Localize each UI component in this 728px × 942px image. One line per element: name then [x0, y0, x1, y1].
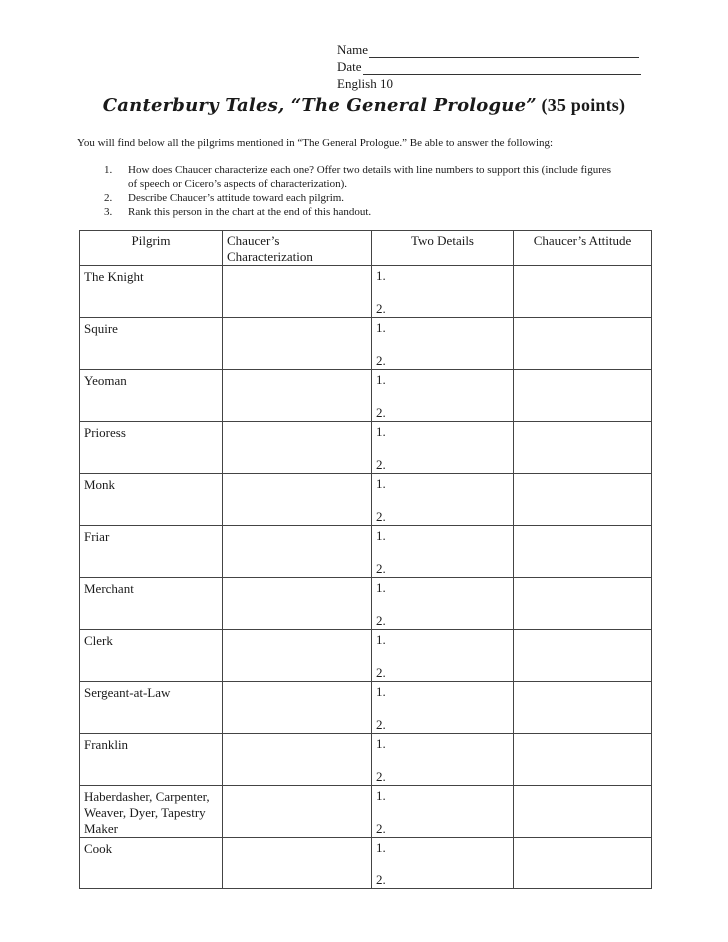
characterization-cell[interactable] [223, 422, 372, 474]
characterization-cell[interactable] [223, 838, 372, 889]
pilgrim-name-cell: Haberdasher, Carpenter, Weaver, Dyer, Tapestry Maker [80, 786, 223, 838]
detail-2-label: 2. [376, 821, 386, 836]
detail-2-label: 2. [376, 613, 386, 628]
characterization-cell[interactable] [223, 266, 372, 318]
detail-1-label: 1. [376, 424, 386, 439]
header-characterization: Chaucer’s Characterization [223, 231, 372, 266]
pilgrim-name-cell: Monk [80, 474, 223, 526]
detail-2-label: 2. [376, 665, 386, 680]
title-main: Canterbury Tales, “The General Prologue” [102, 95, 537, 116]
table-row [80, 630, 652, 682]
instruction-text: Describe Chaucer’s attitude toward each pilgrim. [128, 192, 345, 204]
page-title [0, 95, 728, 116]
table-row [80, 526, 652, 578]
name-label: Name [337, 42, 369, 57]
detail-1-label: 1. [376, 528, 386, 543]
two-details-cell[interactable] [372, 838, 514, 889]
detail-2-label: 2. [376, 353, 386, 368]
attitude-cell[interactable] [514, 578, 652, 630]
attitude-cell[interactable] [514, 474, 652, 526]
characterization-cell[interactable] [223, 630, 372, 682]
detail-2-label: 2. [376, 405, 386, 420]
two-details-cell[interactable] [372, 734, 514, 786]
header-attitude: Chaucer’s Attitude [514, 231, 652, 266]
detail-1-label: 1. [376, 372, 386, 387]
detail-1-label: 1. [376, 684, 386, 699]
two-details-cell[interactable] [372, 370, 514, 422]
detail-1-label: 1. [376, 788, 386, 803]
name-blank-line [369, 44, 639, 58]
characterization-cell[interactable] [223, 318, 372, 370]
instruction-number: 3. [104, 206, 113, 218]
detail-1-label: 1. [376, 320, 386, 335]
characterization-cell[interactable] [223, 474, 372, 526]
instruction-item [104, 205, 618, 219]
attitude-cell[interactable] [514, 734, 652, 786]
table-row [80, 786, 652, 838]
pilgrim-name-cell: Prioress [80, 422, 223, 474]
class-label: English 10 [337, 76, 393, 91]
table-row [80, 838, 652, 889]
attitude-cell[interactable] [514, 630, 652, 682]
attitude-cell[interactable] [514, 682, 652, 734]
table-row [80, 578, 652, 630]
table-header-row [80, 231, 652, 266]
two-details-cell[interactable] [372, 526, 514, 578]
date-label: Date [337, 59, 362, 74]
two-details-cell[interactable] [372, 786, 514, 838]
title-points: (35 points) [536, 95, 626, 115]
two-details-cell[interactable] [372, 630, 514, 682]
attitude-cell[interactable] [514, 318, 652, 370]
attitude-cell[interactable] [514, 786, 652, 838]
characterization-cell[interactable] [223, 526, 372, 578]
header-pilgrim: Pilgrim [80, 231, 223, 266]
instruction-number: 1. [104, 164, 113, 176]
table-row [80, 370, 652, 422]
pilgrim-name-cell: Squire [80, 318, 223, 370]
two-details-cell[interactable] [372, 266, 514, 318]
instruction-number: 2. [104, 192, 113, 204]
two-details-cell[interactable] [372, 318, 514, 370]
characterization-cell[interactable] [223, 682, 372, 734]
two-details-cell[interactable] [372, 474, 514, 526]
two-details-cell[interactable] [372, 578, 514, 630]
pilgrim-name-cell: Franklin [80, 734, 223, 786]
student-info-header [337, 41, 641, 92]
instruction-text: How does Chaucer characterize each one? Offer two details with line numbers to support this (include figures of speech or Cicero’s aspects of characterization). [128, 164, 612, 190]
table-row [80, 682, 652, 734]
characterization-cell[interactable] [223, 578, 372, 630]
instruction-list [104, 163, 618, 219]
header-two-details: Two Details [372, 231, 514, 266]
pilgrim-name-cell: Clerk [80, 630, 223, 682]
two-details-cell[interactable] [372, 682, 514, 734]
attitude-cell[interactable] [514, 266, 652, 318]
pilgrim-name-cell: Cook [80, 838, 223, 889]
detail-2-label: 2. [376, 561, 386, 576]
attitude-cell[interactable] [514, 838, 652, 889]
detail-2-label: 2. [376, 457, 386, 472]
detail-1-label: 1. [376, 268, 386, 283]
characterization-cell[interactable] [223, 370, 372, 422]
table-row [80, 318, 652, 370]
instruction-item [104, 163, 618, 191]
pilgrim-name-cell: The Knight [80, 266, 223, 318]
detail-2-label: 2. [376, 301, 386, 316]
table-row [80, 474, 652, 526]
detail-1-label: 1. [376, 736, 386, 751]
characterization-cell[interactable] [223, 786, 372, 838]
detail-1-label: 1. [376, 632, 386, 647]
instruction-item [104, 191, 618, 205]
attitude-cell[interactable] [514, 370, 652, 422]
detail-2-label: 2. [376, 872, 386, 887]
table-row [80, 266, 652, 318]
detail-2-label: 2. [376, 717, 386, 732]
instruction-text: Rank this person in the chart at the end of this handout. [128, 206, 372, 218]
detail-2-label: 2. [376, 769, 386, 784]
table-row [80, 734, 652, 786]
pilgrim-chart-table [79, 230, 652, 889]
detail-1-label: 1. [376, 476, 386, 491]
attitude-cell[interactable] [514, 526, 652, 578]
intro-text: You will find below all the pilgrims mentioned in “The General Prologue.” Be able to answer the following: [77, 137, 554, 149]
detail-1-label: 1. [376, 580, 386, 595]
pilgrim-name-cell: Merchant [80, 578, 223, 630]
pilgrim-name-cell: Friar [80, 526, 223, 578]
pilgrim-name-cell: Sergeant-at-Law [80, 682, 223, 734]
detail-1-label: 1. [376, 840, 386, 855]
table-body [80, 266, 652, 889]
detail-2-label: 2. [376, 509, 386, 524]
characterization-cell[interactable] [223, 734, 372, 786]
attitude-cell[interactable] [514, 422, 652, 474]
two-details-cell[interactable] [372, 422, 514, 474]
date-blank-line [363, 61, 641, 75]
pilgrim-name-cell: Yeoman [80, 370, 223, 422]
table-row [80, 422, 652, 474]
